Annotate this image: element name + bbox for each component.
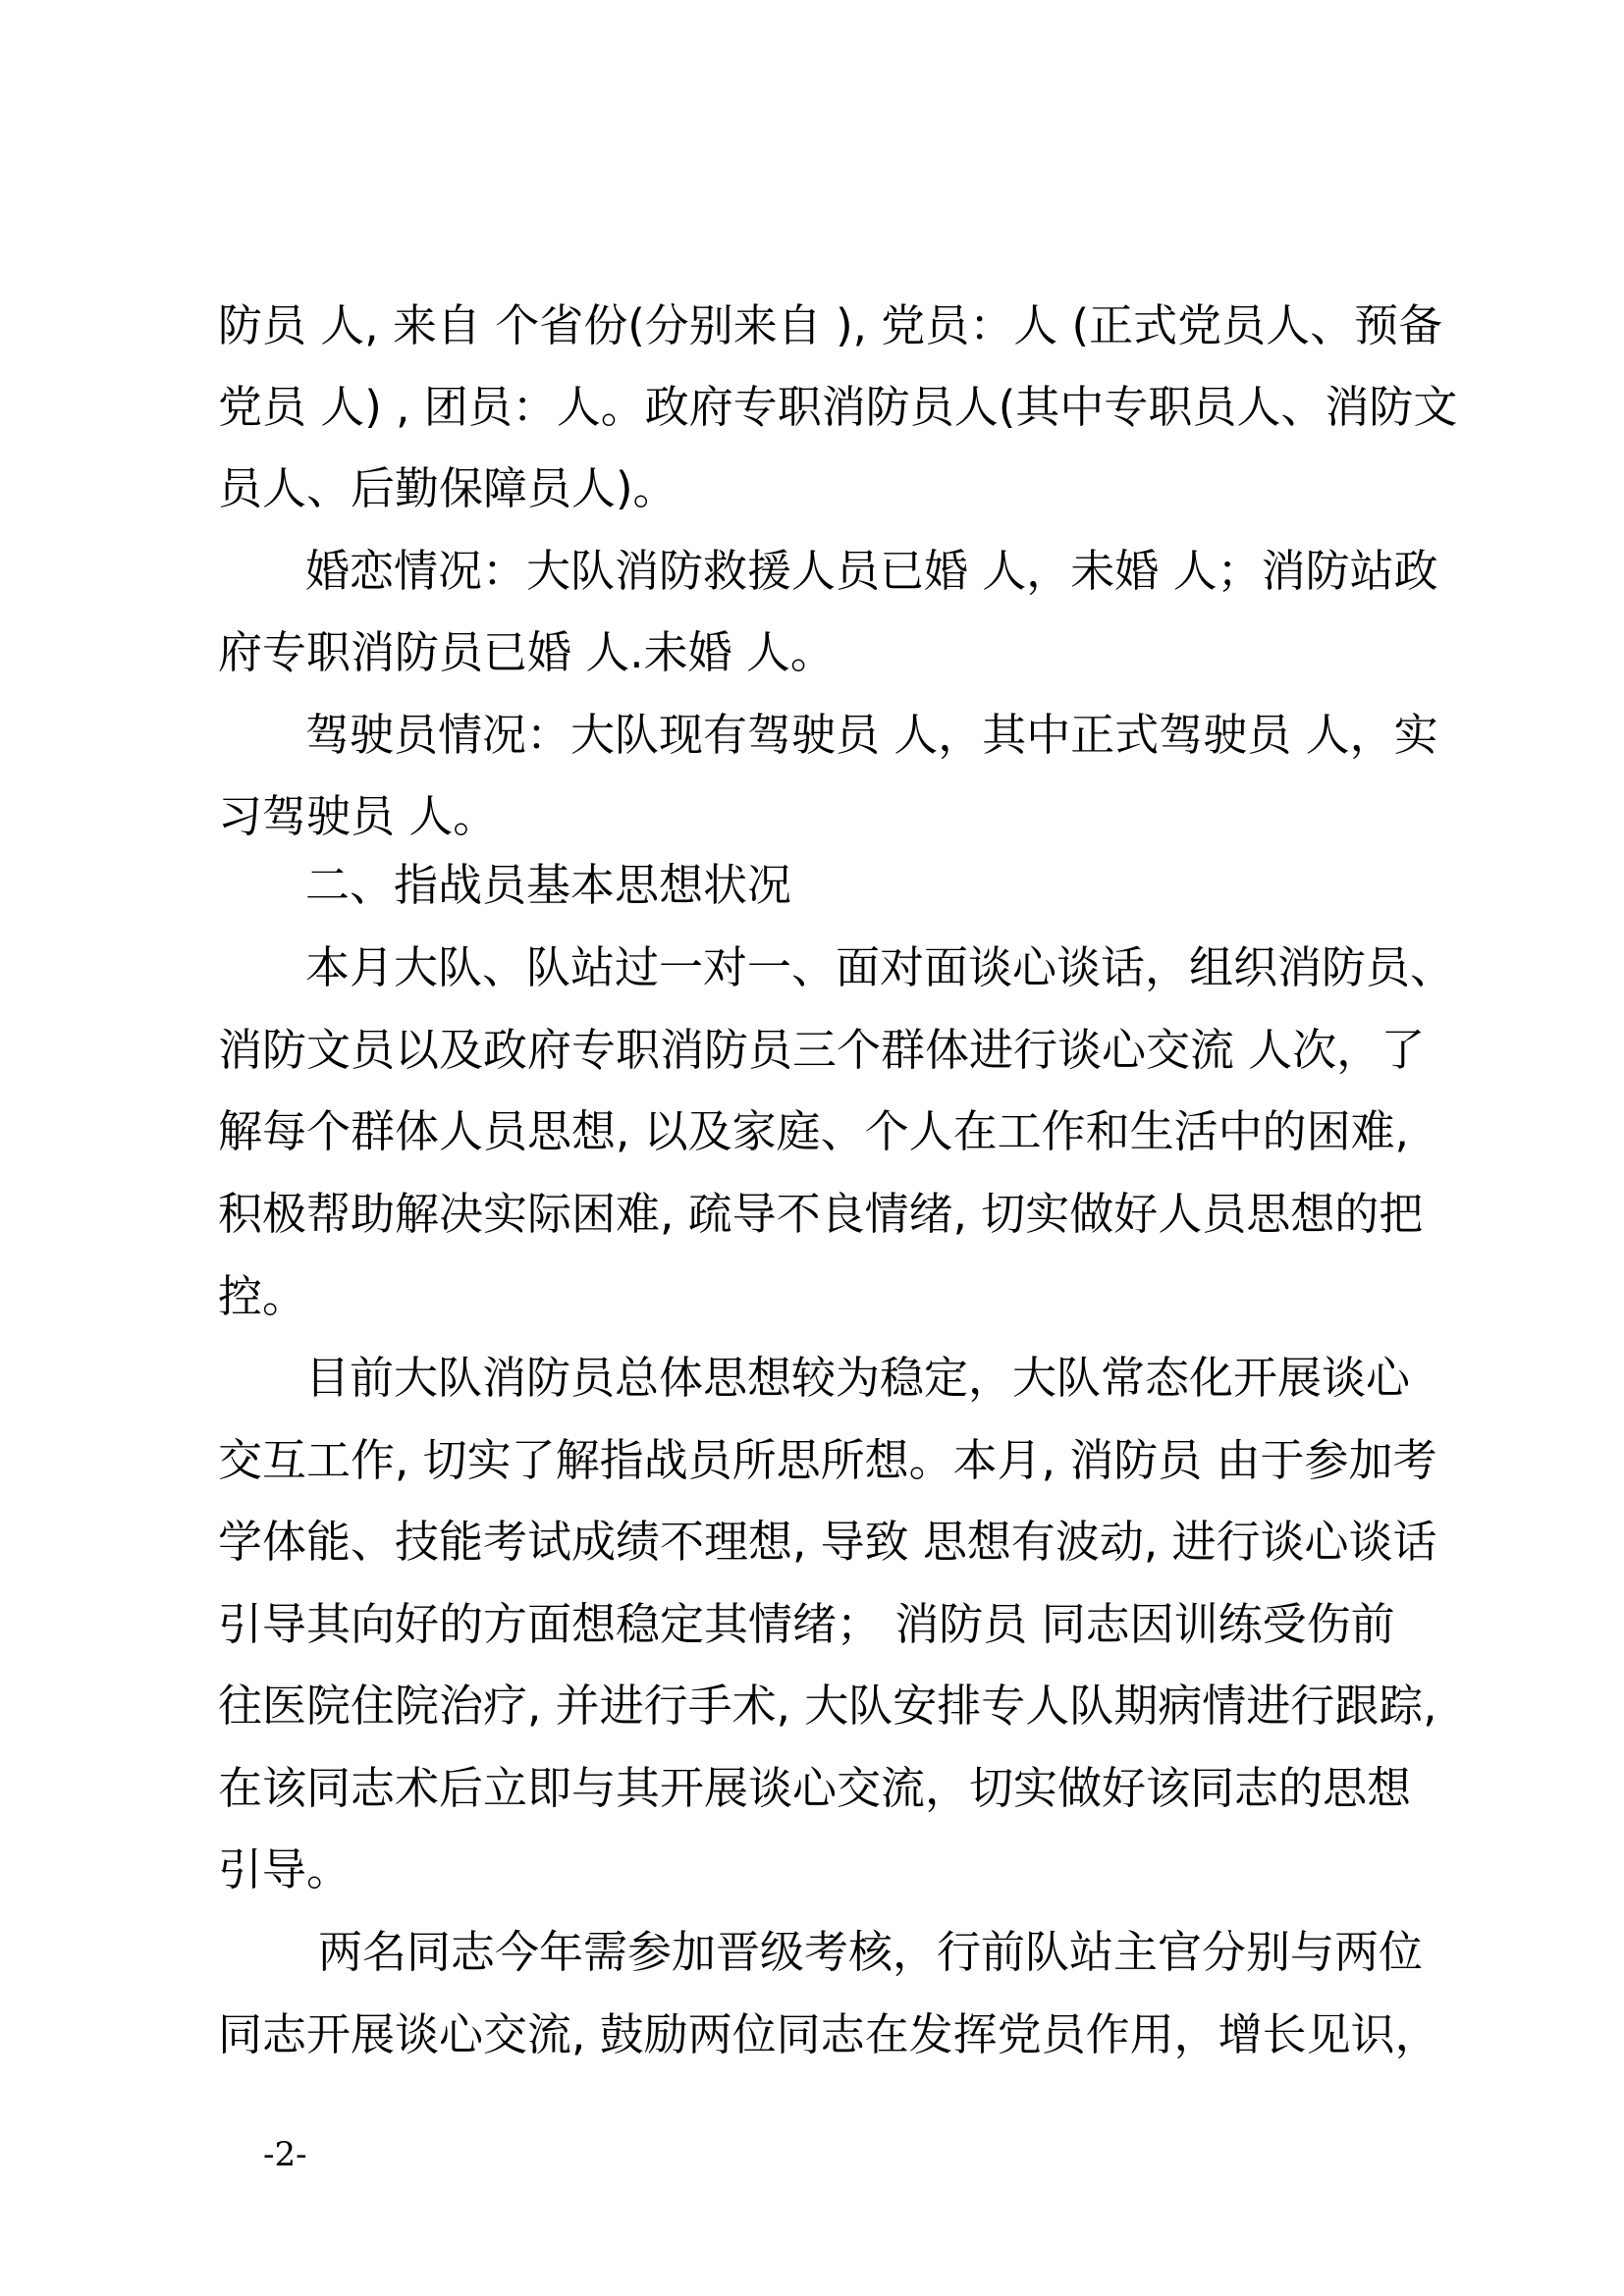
text-line: 在该同志术后立即与其开展谈心交流，切实做好该同志的思想	[218, 1762, 1412, 1814]
text-line: 员人、后勤保障员人)。	[218, 462, 677, 514]
text-line: 积极帮助解决实际困难, 疏导不良情绪, 切实做好人员思想的把	[218, 1188, 1424, 1240]
paragraph-current-status: 目前大队消防员总体思想较为稳定，大队常态化开展谈心	[305, 1352, 1411, 1404]
text-line: 解每个群体人员思想, 以及家庭、个人在工作和生活中的困难,	[218, 1105, 1409, 1157]
paragraph-driver-status: 驾驶员情况：大队现有驾驶员 人，其中正式驾驶员 人，实	[305, 709, 1438, 761]
text-line: 学体能、技能考试成绩不理想, 导致 思想有波动, 进行谈心谈话	[218, 1516, 1437, 1568]
text-line: 党员 人) , 团员：人。政府专职消防员人(其中专职员人、消防文	[218, 381, 1458, 433]
paragraph-talks: 本月大队、队站过一对一、面对面谈心谈话，组织消防员、	[305, 941, 1455, 993]
text-line: 交互工作, 切实了解指战员所思所想。本月, 消防员 由于参加考	[218, 1434, 1437, 1486]
section-heading: 二、指战员基本思想状况	[305, 859, 792, 911]
text-line: 府专职消防员已婚 人.未婚 人。	[218, 626, 835, 678]
text-line: 往医院住院治疗, 并进行手术, 大队安排专人队期病情进行跟踪,	[218, 1680, 1437, 1732]
text-line: 引导。	[218, 1843, 352, 1896]
text-line: 控。	[218, 1270, 307, 1322]
paragraph-marriage-status: 婚恋情况：大队消防救援人员已婚 人，未婚 人；消防站政	[305, 545, 1438, 597]
text-line: 同志开展谈心交流, 鼓励两位同志在发挥党员作用，增长见识，	[218, 2008, 1439, 2060]
text-line: 引导其向好的方面想稳定其情绪； 消防员 同志因训练受伤前	[218, 1598, 1395, 1650]
paragraph-promotion: 两名同志今年需参加晋级考核，行前队站主官分别与两位	[318, 1926, 1424, 1978]
text-line: 防员 人, 来自 个省份(分别来自 ), 党员：人 (正式党员人、预备	[218, 299, 1443, 351]
text-line: 消防文员以及政府专职消防员三个群体进行谈心交流 人次，了	[218, 1024, 1426, 1076]
page-number: -2-	[263, 2135, 307, 2174]
text-line: 习驾驶员 人。	[218, 790, 498, 842]
